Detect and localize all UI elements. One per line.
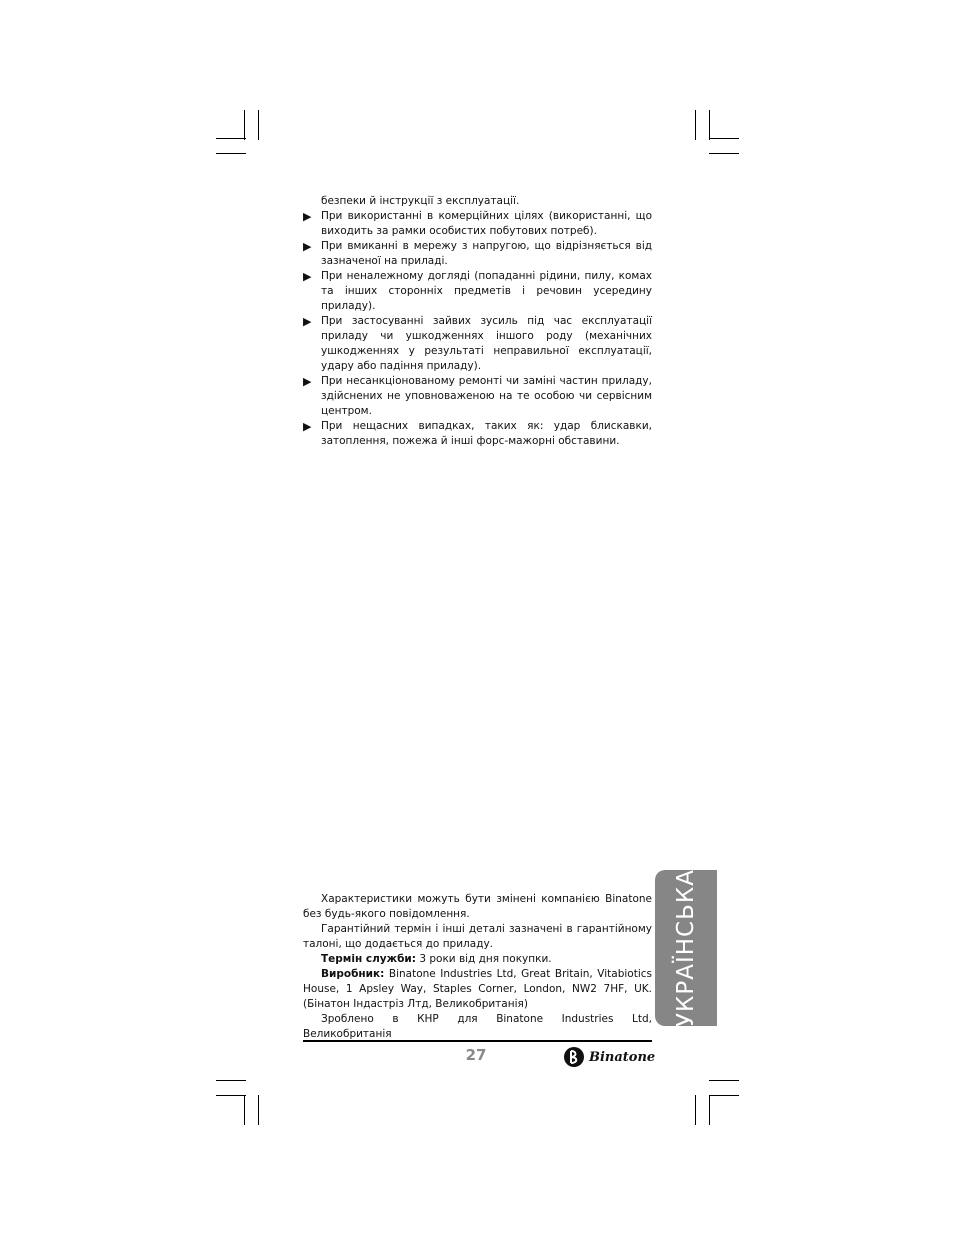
crop-mark [258, 1095, 259, 1125]
crop-mark [709, 153, 739, 154]
made-in: Зроблено в КНР для Binatone Industries Ltd, Великобританія [303, 1013, 652, 1040]
language-tab-label: УКРАЇНСЬКА [673, 869, 699, 1027]
crop-mark [216, 1080, 246, 1081]
bullet-arrow-icon: ▶ [303, 240, 312, 253]
bullet-arrow-icon: ▶ [303, 270, 312, 283]
crop-mark [709, 1095, 710, 1125]
list-item: ▶ При використанні в комерційних цілях (використанні, що виходить за рамки особистих побутових потреб). [303, 210, 652, 237]
brand-name: Binatone [589, 1049, 656, 1065]
bullet-arrow-icon: ▶ [303, 315, 312, 328]
warranty-exclusions [303, 194, 652, 449]
crop-mark [709, 1095, 739, 1096]
crop-mark [709, 110, 710, 140]
manufacturer-label: Виробник: [321, 968, 385, 980]
crop-mark [216, 1095, 246, 1096]
service-life-value: 3 роки від дня покупки. [416, 953, 552, 965]
list-item: ▶ При несанкціонованому ремонті чи заміні частин приладу, здійснених не уповноваженою на те особою чи сервісним центром. [303, 375, 652, 417]
warranty-notice: Гарантійний термін і інші деталі зазначені в гарантійному талоні, що додається до приладу. [303, 923, 652, 950]
crop-mark [244, 1095, 245, 1125]
specs-notice: Характеристики можуть бути змінені компанією Binatone без будь-якого повідомлення. [303, 893, 652, 920]
crop-mark [258, 110, 259, 140]
page-number: 27 [465, 1046, 487, 1064]
crop-mark [216, 153, 246, 154]
crop-mark [695, 110, 696, 140]
manufacturer [303, 967, 652, 1012]
intro-line: безпеки й інструкції з експлуатації. [321, 195, 520, 207]
language-tab [655, 870, 717, 1026]
brand-logo [563, 1045, 655, 1069]
bullet-arrow-icon: ▶ [303, 210, 312, 223]
crop-mark [244, 110, 245, 140]
list-item: ▶ При неналежному догляді (попаданні рідини, пилу, комах та інших сторонніх предметів і речовин усередину приладу). [303, 270, 652, 312]
service-life-label: Термін служби: [321, 953, 416, 965]
footer-divider [303, 1040, 652, 1042]
binatone-logo-icon [563, 1046, 585, 1068]
bullet-arrow-icon: ▶ [303, 420, 312, 433]
crop-mark [709, 138, 739, 139]
list-item: ▶ При застосуванні зайвих зусиль під час експлуатації приладу чи ушкодженнях іншого роду (механічних ушкодженнях у результаті неправильної експлуатації, удару або падіння приладу). [303, 315, 652, 372]
manufacturer-value: Binatone Industries Ltd, Great Britain, Vitabiotics House, 1 Apsley Way, Staples Corner, London, NW2 7HF, UK. (Бінатон Індастріз Лтд, Великобританія) [303, 968, 652, 1010]
bullet-arrow-icon: ▶ [303, 375, 312, 388]
list-item: ▶ При вмиканні в мережу з напругою, що відрізняється від зазначеної на приладі. [303, 240, 652, 267]
list-item: ▶ При нещасних випадках, таких як: удар блискавки, затоплення, пожежа й інші форс-мажорні обставини. [303, 420, 652, 447]
crop-mark [695, 1095, 696, 1125]
product-info [303, 892, 652, 1042]
service-life [303, 952, 652, 967]
crop-mark [216, 138, 246, 139]
crop-mark [709, 1080, 739, 1081]
